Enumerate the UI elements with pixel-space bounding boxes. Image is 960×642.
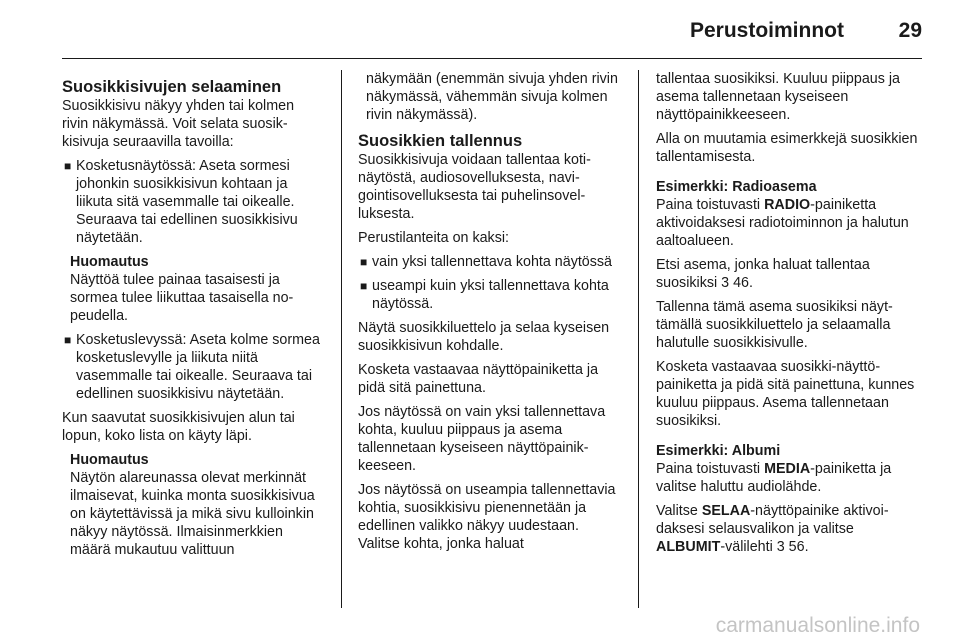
column-3 bbox=[656, 70, 922, 562]
bullet-list bbox=[358, 253, 620, 313]
paragraph: Jos näytössä on useampia tallennettavia kohtia, suosikkisivu pienennetään ja edellinen valikko näkyy uudestaan. Valitse kohta, jonka haluat bbox=[358, 482, 616, 552]
page-number: 29 bbox=[898, 19, 922, 42]
bullet-square-icon: ■ bbox=[360, 279, 368, 293]
media-button-label: MEDIA bbox=[764, 461, 811, 477]
column-separator bbox=[341, 70, 342, 608]
section-heading-saving: Suosikkien tallennus bbox=[358, 132, 523, 150]
paragraph: Etsi asema, jonka haluat tallentaa suosikiksi 3 46. bbox=[656, 257, 870, 291]
list-item bbox=[62, 157, 324, 247]
note-box bbox=[62, 253, 324, 325]
note-box bbox=[62, 451, 324, 559]
column-separator bbox=[638, 70, 639, 608]
paragraph: Paina toistuvasti MEDIA-painiketta ja valitse haluttu audiolähde. bbox=[656, 461, 892, 495]
page-header-title: Perustoiminnot bbox=[689, 19, 844, 42]
note-heading: Huomautus bbox=[70, 452, 149, 468]
column-2 bbox=[358, 70, 620, 559]
section-heading-browsing: Suosikkisivujen selaaminen bbox=[62, 78, 282, 96]
list-item-text: vain yksi tallennettava kohta näytössä bbox=[372, 254, 613, 270]
paragraph: Kun saavutat suosikkisivujen alun tai lopun, koko lista on käyty läpi. bbox=[62, 410, 295, 444]
browse-button-label: SELAA bbox=[701, 503, 751, 519]
list-item-text: Kosketusnäytössä: Aseta sormesi johonkin suosikkisivun kohtaan ja liikuta sitä vasemmalle tai oikealle. Seuraava tai edellinen suosikkisivu näytetään. bbox=[76, 158, 298, 246]
paragraph: Jos näytössä on vain yksi tallennettava kohta, kuuluu piippaus ja asema tallennetaan kyseiseen näyttöpainikkeeseen. bbox=[358, 404, 606, 474]
paragraph: Alla on muutamia esimerkkejä suosikkien tallentamisesta. bbox=[656, 131, 918, 165]
list-item bbox=[62, 331, 324, 403]
bullet-square-icon: ■ bbox=[64, 159, 72, 173]
paragraph: Paina toistuvasti RADIO-painiketta aktivoidaksesi radiotoiminnon ja halutun aaltoalueen. bbox=[656, 197, 909, 249]
paragraph: Kosketa vastaavaa suosikki-näyttöpainiketta ja pidä sitä painettuna, kunnes kuuluu piippaus. Asema tallennetaan suosikiksi. bbox=[656, 359, 915, 429]
note-heading: Huomautus bbox=[70, 254, 149, 270]
column-1 bbox=[62, 70, 324, 565]
note-text: Näyttöä tulee painaa tasaisesti ja sormea tulee liikuttaa tasaisella nopeudella. bbox=[70, 272, 294, 324]
example-heading-album: Esimerkki: Albumi bbox=[656, 443, 781, 459]
paragraph: Kosketa vastaavaa näyttöpainiketta ja pidä sitä painettuna. bbox=[358, 362, 599, 396]
list-item bbox=[358, 277, 620, 313]
paragraph: Suosikkisivuja voidaan tallentaa kotinäytöstä, audiosovelluksesta, navigointisovelluksesta tai puhelinsovelluksesta. bbox=[358, 152, 591, 222]
example-heading-radio: Esimerkki: Radioasema bbox=[656, 179, 817, 195]
albums-tab-label: ALBUMIT bbox=[656, 539, 721, 555]
list-item bbox=[358, 253, 620, 271]
header-divider bbox=[62, 58, 922, 59]
list-item-text: Kosketuslevyssä: Aseta kolme sormea kosketuslevylle ja liikuta niitä vasemmalle tai oikealle. Seuraava tai edellinen suosikkisivu näytetään. bbox=[76, 332, 320, 402]
radio-button-label: RADIO bbox=[764, 197, 811, 213]
watermark: carmanualsonline.info bbox=[715, 614, 920, 637]
list-item-text: useampi kuin yksi tallennettava kohta näytössä. bbox=[372, 278, 609, 312]
paragraph: Perustilanteita on kaksi: bbox=[358, 230, 509, 246]
bullet-square-icon: ■ bbox=[360, 255, 368, 269]
note-continuation: näkymään (enemmän sivuja yhden rivin näkymässä, vähemmän sivuja kolmen rivin näkymässä). bbox=[366, 71, 618, 123]
paragraph: Tallenna tämä asema suosikiksi näyttämällä suosikkiluettelo ja selaamalla halutulle suosikkisivulle. bbox=[656, 299, 893, 351]
bullet-list bbox=[62, 157, 324, 247]
bullet-list bbox=[62, 331, 324, 403]
paragraph: Valitse SELAA-näyttöpainike aktivoidaksesi selausvalikon ja valitse ALBUMIT-välilehti 3 56. bbox=[656, 503, 889, 555]
bullet-square-icon: ■ bbox=[64, 333, 72, 347]
paragraph: Näytä suosikkiluettelo ja selaa kyseisen suosikkisivun kohdalle. bbox=[358, 320, 610, 354]
paragraph: Suosikkisivu näkyy yhden tai kolmen rivin näkymässä. Voit selata suosikkisivuja seuraavilla tavoilla: bbox=[62, 98, 295, 150]
note-text: Näytön alareunassa olevat merkinnät ilmaisevat, kuinka monta suosikkisivua on käytettävissä ja mikä sivu kulloinkin näkyy näytössä. Ilmaisinmerkkien määrä mukautuu valittuun bbox=[70, 470, 315, 558]
paragraph: tallentaa suosikiksi. Kuuluu piippaus ja asema tallennetaan kyseiseen näyttöpainikkeeseen. bbox=[656, 71, 900, 123]
